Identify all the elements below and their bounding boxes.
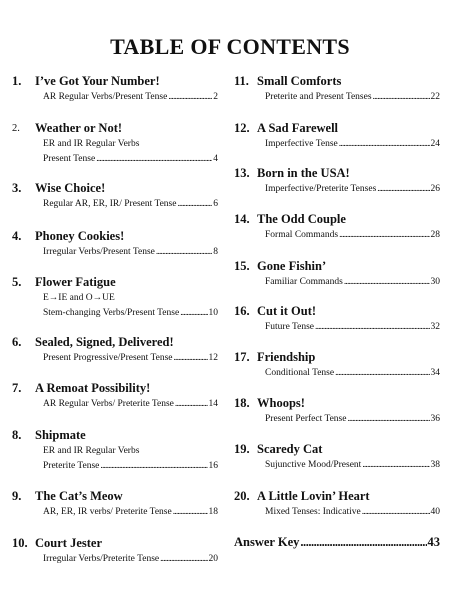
- toc-entry[interactable]: [12, 228, 218, 260]
- entry-page: 28: [430, 230, 440, 240]
- toc-entry[interactable]: [234, 395, 440, 427]
- answer-key-entry[interactable]: [234, 535, 440, 550]
- entry-title: Weather or Not!: [35, 121, 123, 135]
- toc-entry[interactable]: [234, 441, 440, 473]
- entry-subtitle: Conditional Tense: [265, 368, 335, 378]
- leader-dots: [174, 351, 208, 366]
- leader-dots: [373, 90, 430, 105]
- toc-entry[interactable]: [234, 120, 440, 152]
- leader-dots: [100, 459, 207, 474]
- entry-subtitle: Sujunctive Mood/Present: [265, 460, 362, 470]
- leader-dots: [315, 320, 429, 335]
- entry-title: Small Comforts: [257, 74, 342, 88]
- answer-key-page: 43: [427, 535, 440, 549]
- entry-title: Friendship: [257, 350, 316, 364]
- entry-number: 10.: [12, 536, 28, 550]
- entry-number: 7.: [12, 381, 22, 395]
- toc-entry[interactable]: [12, 120, 218, 167]
- entry-page: 30: [430, 277, 440, 287]
- entry-number: 3.: [12, 181, 22, 195]
- leader-dots: [377, 182, 429, 197]
- toc-entry[interactable]: [12, 334, 218, 366]
- entry-page: 34: [430, 368, 440, 378]
- entry-page: 38: [430, 460, 440, 470]
- toc-entry[interactable]: [12, 274, 218, 321]
- page-title: TABLE OF CONTENTS: [110, 34, 350, 59]
- toc-entry[interactable]: [12, 380, 218, 412]
- entry-page: 24: [430, 139, 440, 149]
- leader-dots: [300, 535, 426, 550]
- entry-number: 9.: [12, 489, 22, 503]
- answer-key-label: Answer Key: [234, 535, 300, 549]
- leader-dots: [362, 458, 429, 473]
- entry-subtitle: Familiar Commands: [265, 277, 343, 287]
- leader-dots: [156, 245, 212, 260]
- leader-dots: [339, 228, 429, 243]
- entry-number: 1.: [12, 74, 22, 88]
- leader-dots: [344, 275, 430, 290]
- entry-subtitle: ER and IR Regular Verbs: [43, 139, 140, 149]
- entry-title: The Odd Couple: [257, 212, 346, 226]
- leader-dots: [168, 90, 212, 105]
- entry-subtitle: Preterite Tense: [43, 461, 100, 471]
- toc-entry[interactable]: [234, 488, 440, 520]
- entry-number: 8.: [12, 428, 22, 442]
- entry-subtitle: Present Progressive/Present Tense: [43, 353, 173, 363]
- entry-title: Wise Choice!: [35, 181, 106, 195]
- entry-number: 6.: [12, 335, 22, 349]
- entry-subtitle: AR Regular Verbs/Present Tense: [43, 92, 168, 102]
- entry-page: 2: [213, 92, 218, 102]
- entry-title: The Cat’s Meow: [35, 489, 123, 503]
- leader-dots: [173, 505, 208, 520]
- entry-page: 12: [208, 353, 218, 363]
- entry-number: 2.: [12, 123, 20, 134]
- entry-subtitle: ER and IR Regular Verbs: [43, 446, 140, 456]
- entry-number: 20.: [234, 489, 250, 503]
- toc-entry[interactable]: [12, 73, 218, 105]
- entry-page: 16: [208, 461, 218, 471]
- entry-subtitle: AR Regular Verbs/ Preterite Tense: [43, 399, 174, 409]
- entry-page: 40: [430, 507, 440, 517]
- entry-subtitle: Stem-changing Verbs/Present Tense: [43, 308, 180, 318]
- entry-number: 4.: [12, 229, 22, 243]
- entry-title: Whoops!: [257, 396, 305, 410]
- entry-subtitle: Regular AR, ER, IR/ Present Tense: [43, 199, 177, 209]
- toc-entry[interactable]: [234, 303, 440, 335]
- entry-title: Born in the USA!: [257, 166, 350, 180]
- entry-title: A Sad Farewell: [257, 121, 339, 135]
- leader-dots: [160, 552, 207, 567]
- entry-title: A Remoat Possibility!: [35, 381, 151, 395]
- leader-dots: [175, 397, 208, 412]
- toc-entry[interactable]: [234, 73, 440, 105]
- entry-page: 10: [208, 308, 218, 318]
- leader-dots: [362, 505, 430, 520]
- entry-number: 19.: [234, 442, 250, 456]
- entry-page: 36: [430, 414, 440, 424]
- entry-number: 17.: [234, 350, 250, 364]
- entry-subtitle: Present Tense: [43, 154, 96, 164]
- entry-page: 8: [213, 247, 218, 257]
- entry-title: Shipmate: [35, 428, 86, 442]
- entry-subtitle: E→IE and O→UE: [43, 293, 115, 303]
- entry-subtitle: Formal Commands: [265, 230, 339, 240]
- entry-page: 18: [208, 507, 218, 517]
- entry-number: 16.: [234, 304, 250, 318]
- entry-page: 26: [430, 184, 440, 194]
- entry-title: I’ve Got Your Number!: [35, 74, 160, 88]
- leader-dots: [339, 137, 430, 152]
- toc-entry[interactable]: [234, 211, 440, 243]
- entry-page: 32: [430, 322, 440, 332]
- entry-number: 12.: [234, 121, 250, 135]
- entry-subtitle: Future Tense: [265, 322, 315, 332]
- entry-page: 22: [430, 92, 440, 102]
- leader-dots: [177, 197, 212, 212]
- entry-subtitle: Mixed Tenses: Indicative: [265, 507, 361, 517]
- entry-page: 6: [213, 199, 218, 209]
- leader-dots: [347, 412, 429, 427]
- toc-entry[interactable]: [234, 258, 440, 290]
- entry-title: Court Jester: [35, 536, 102, 550]
- toc-entry[interactable]: [234, 349, 440, 381]
- entry-page: 14: [208, 399, 218, 409]
- entry-subtitle: Irregular Verbs/Preterite Tense: [43, 554, 160, 564]
- leader-dots: [180, 306, 207, 321]
- toc-entry[interactable]: [12, 427, 218, 474]
- entry-title: Gone Fishin’: [257, 259, 327, 273]
- entry-subtitle: Imperfective/Preterite Tenses: [265, 184, 377, 194]
- entry-number: 5.: [12, 275, 22, 289]
- entry-number: 15.: [234, 259, 250, 273]
- entry-subtitle: Imperfective Tense: [265, 139, 338, 149]
- entry-page: 4: [213, 154, 218, 164]
- entry-title: A Little Lovin’ Heart: [257, 489, 370, 503]
- toc-entry[interactable]: [234, 165, 440, 197]
- entry-subtitle: Present Perfect Tense: [265, 414, 347, 424]
- entry-title: Flower Fatigue: [35, 275, 116, 289]
- entry-title: Sealed, Signed, Delivered!: [35, 335, 174, 349]
- entry-subtitle: Preterite and Present Tenses: [265, 92, 372, 102]
- entry-number: 14.: [234, 212, 250, 226]
- entry-subtitle: AR, ER, IR verbs/ Preterite Tense: [43, 507, 172, 517]
- leader-dots: [335, 366, 429, 381]
- entry-number: 11.: [234, 74, 249, 88]
- leader-dots: [96, 152, 212, 167]
- entry-number: 18.: [234, 396, 250, 410]
- toc-entry[interactable]: [12, 488, 218, 520]
- entry-title: Cut it Out!: [257, 304, 317, 318]
- toc-entry[interactable]: [12, 535, 218, 567]
- toc-entry[interactable]: [12, 180, 218, 212]
- entry-number: 13.: [234, 166, 250, 180]
- entry-title: Scaredy Cat: [257, 442, 323, 456]
- entry-page: 20: [208, 554, 218, 564]
- entry-subtitle: Irregular Verbs/Present Tense: [43, 247, 155, 257]
- entry-title: Phoney Cookies!: [35, 229, 125, 243]
